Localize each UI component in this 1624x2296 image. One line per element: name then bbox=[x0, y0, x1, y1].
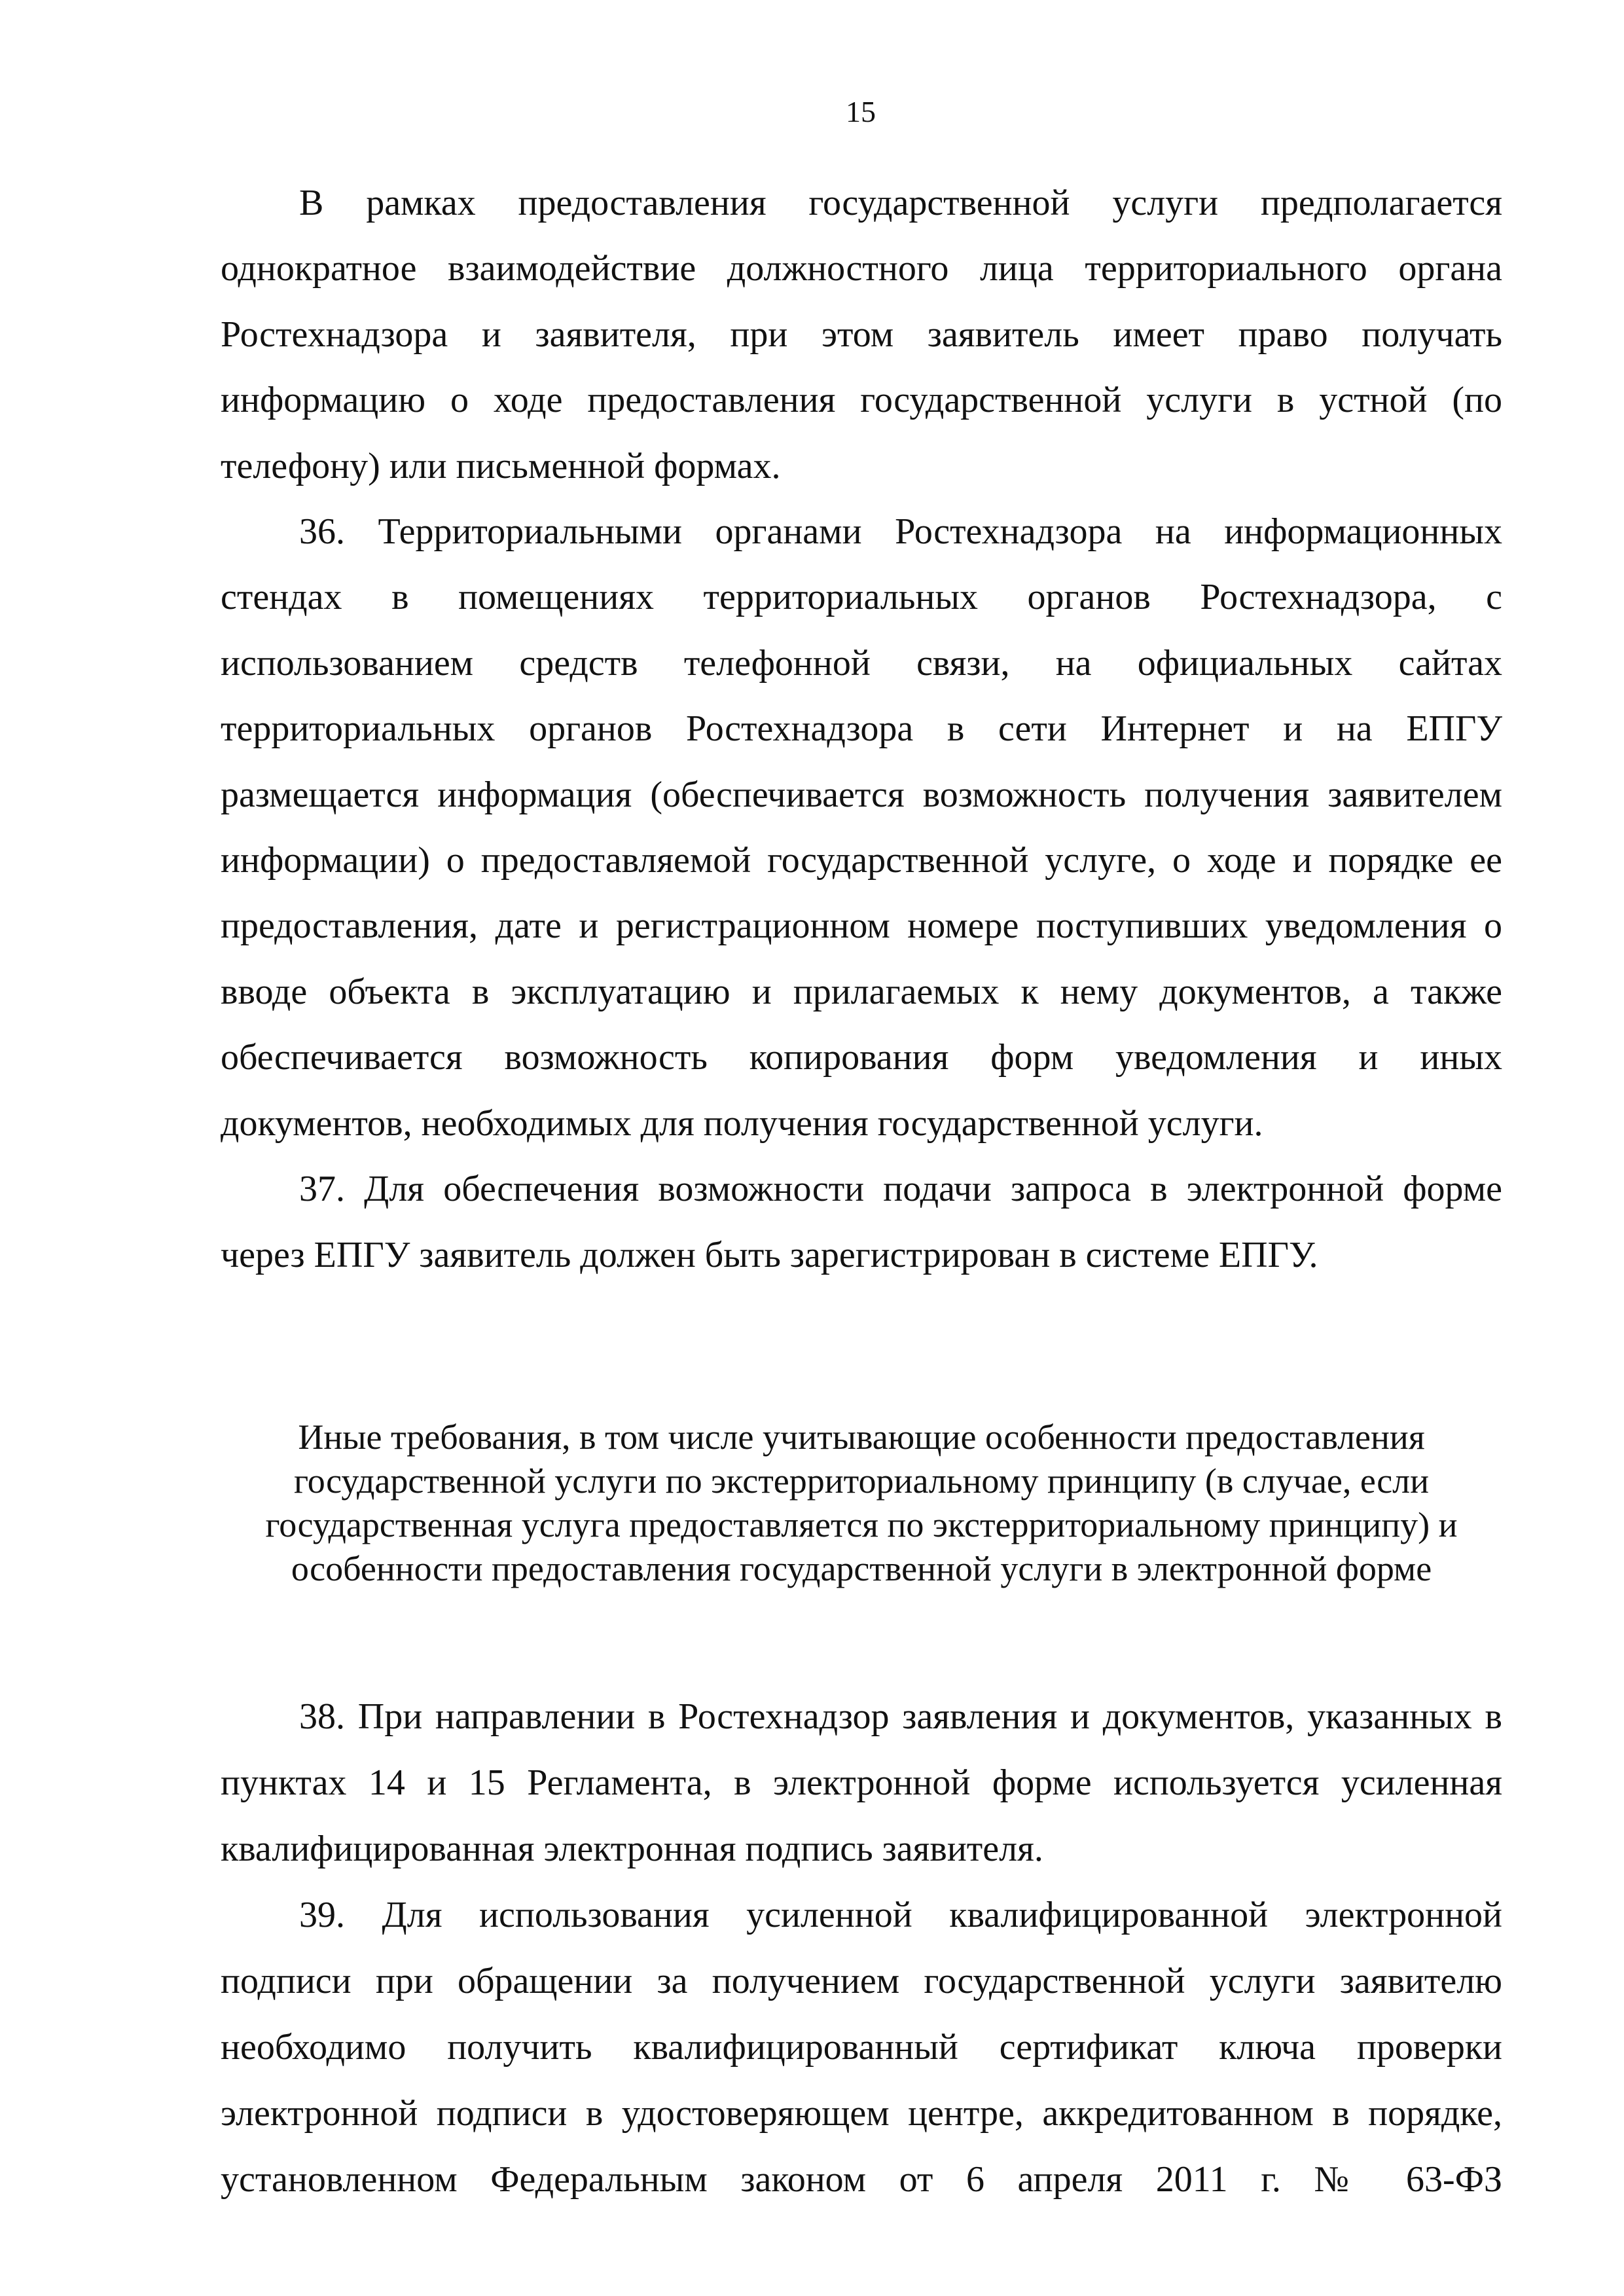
paragraph-37: 37. Для обеспечения возможности подачи запроса в электронной форме через ЕПГУ заявитель должен быть зарегистрирован в системе ЕПГУ. bbox=[221, 1169, 1502, 1275]
paragraph-39: 39. Для использования усиленной квалифицированной электронной подписи при обращении за получением государственной услуги заявителю необходимо получить квалифицированный сертификат ключа проверки электронной подписи в удостоверяющем центре, аккредитованном в порядке, установленном Федеральным законом от 6 апреля 2011 г. № 63-ФЗ bbox=[221, 1895, 1502, 2200]
paragraph-36: 36. Территориальными органами Ростехнадзора на информационных стендах в помещениях территориальных органов Ростехнадзора, с использованием средств телефонной связи, на официальных сайтах территориальных органов Ростехнадзора в сети Интернет и на ЕПГУ размещается информация (обеспечивается возможность получения заявителем информации) о предоставляемой государственной услуге, о ходе и порядке ее предоставления, дате и регистрационном номере поступивших уведомления о вводе объекта в эксплуатацию и прилагаемых к нему документов, а также обеспечивается возможность копирования форм уведомления и иных документов, необходимых для получения государственной услуги. bbox=[221, 511, 1502, 1144]
paragraph-group-top bbox=[221, 170, 1502, 1288]
paragraph-intro: В рамках предоставления государственной услуги предполагается однократное взаимодействие должностного лица территориального органа Ростехнадзора и заявителя, при этом заявитель имеет право получать информацию о ходе предоставления государственной услуги в устной (по телефону) или письменной формах. bbox=[221, 183, 1502, 486]
section-heading: Иные требования, в том числе учитывающие особенности предоставления государственной услуги по экстерриториальному принципу (в случае, если государственная услуга предоставляется по экстерриториальному принципу) и особенности предоставления государственной услуги в электронной форме bbox=[265, 1417, 1458, 1588]
section-heading-block bbox=[221, 1415, 1502, 1591]
paragraph-group-bottom bbox=[221, 1684, 1502, 2213]
page-number: 15 bbox=[846, 95, 876, 128]
paragraph-38: 38. При направлении в Ростехнадзор заявления и документов, указанных в пунктах 14 и 15 Регламента, в электронной форме используется усиленная квалифицированная электронная подпись заявителя. bbox=[221, 1696, 1502, 1869]
